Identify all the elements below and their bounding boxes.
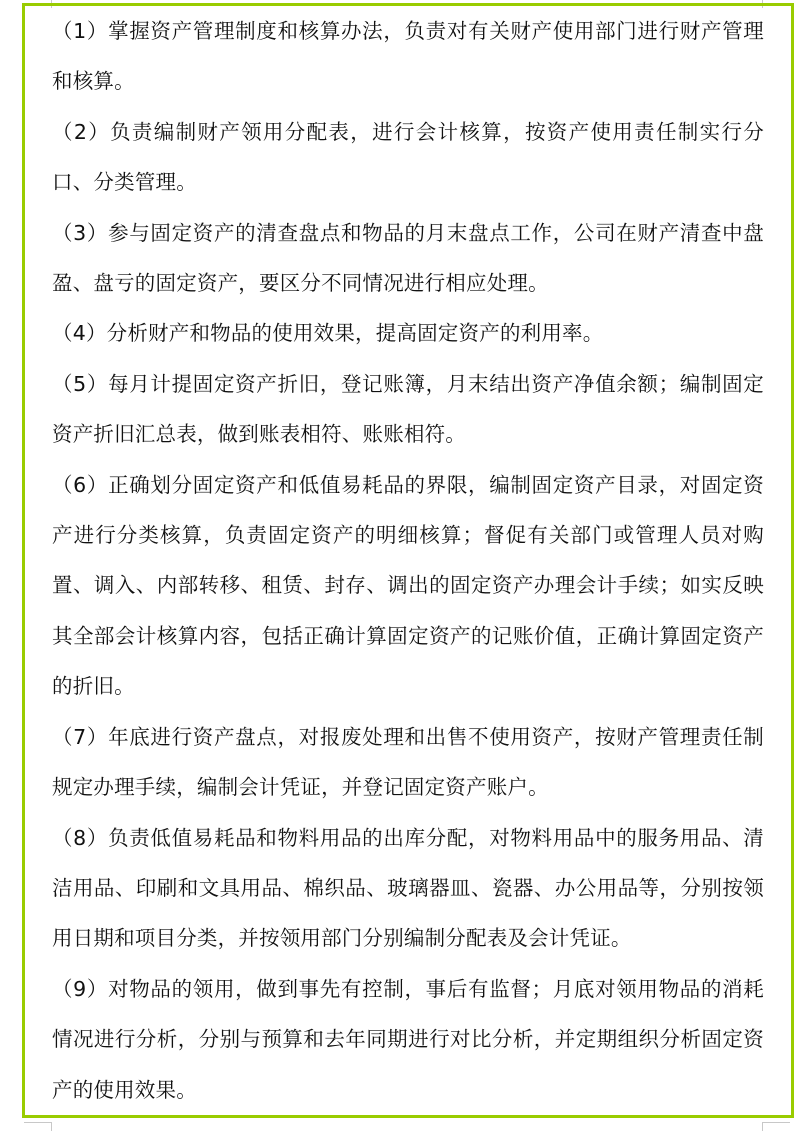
paragraph-1 <box>52 6 764 107</box>
paragraph-text: 年底进行资产盘点，对报废处理和出售不使用资产，按财产管理责任制规定办理手续，编制会计凭证，并登记固定资产账户。 <box>52 724 764 800</box>
paragraph-number: （3） <box>52 220 109 245</box>
paragraph-text: 负责编制财产领用分配表，进行会计核算，按资产使用责任制实行分口、分类管理。 <box>52 119 764 195</box>
paragraph-8 <box>52 813 764 964</box>
paragraph-number: （5） <box>52 371 109 396</box>
paragraph-3 <box>52 208 764 309</box>
paragraph-2 <box>52 107 764 208</box>
paragraph-text: 分析财产和物品的使用效果，提高固定资产的利用率。 <box>106 321 604 346</box>
paragraph-text: 掌握资产管理制度和核算办法，负责对有关财产使用部门进行财产管理和核算。 <box>52 19 764 94</box>
paragraph-7 <box>52 712 764 813</box>
paragraph-number: （7） <box>52 724 109 749</box>
document-body <box>52 6 764 1115</box>
paragraph-text: 对物品的领用，做到事先有控制，事后有监督；月底对领用物品的消耗情况进行分析，分别与预算和去年同期进行对比分析，并定期组织分析固定资产的使用效果。 <box>52 976 764 1102</box>
paragraph-number: （2） <box>52 119 111 144</box>
paragraph-5 <box>52 359 764 460</box>
paragraph-number: （9） <box>52 976 109 1001</box>
paragraph-6 <box>52 460 764 712</box>
paragraph-text: 每月计提固定资产折旧，登记账簿，月末结出资产净值余额；编制固定资产折旧汇总表，做到账表相符、账账相符。 <box>52 371 764 447</box>
paragraph-4 <box>52 308 764 358</box>
paragraph-number: （8） <box>52 825 109 850</box>
paragraph-text: 正确划分固定资产和低值易耗品的界限，编制固定资产目录，对固定资产进行分类核算，负责固定资产的明细核算；督促有关部门或管理人员对购置、调入、内部转移、租赁、封存、调出的固定资产办理会计手续；如实反映其全部会计核算内容，包括正确计算固定资产的记账价值，正确计算固定资产的折旧。 <box>52 472 764 699</box>
paragraph-text: 负责低值易耗品和物料用品的出库分配，对物料用品中的服务用品、清洁用品、印刷和文具用品、棉织品、玻璃器皿、瓷器、办公用品等，分别按领用日期和项目分类，并按领用部门分别编制分配表及会计凭证。 <box>52 825 764 951</box>
paragraph-number: （6） <box>52 472 109 497</box>
paragraph-text: 参与固定资产的清查盘点和物品的月末盘点工作，公司在财产清查中盘盈、盘亏的固定资产，要区分不同情况进行相应处理。 <box>52 220 764 296</box>
paragraph-number: （1） <box>52 19 109 43</box>
paragraph-number: （4） <box>52 321 107 346</box>
paragraph-9 <box>52 964 764 1115</box>
